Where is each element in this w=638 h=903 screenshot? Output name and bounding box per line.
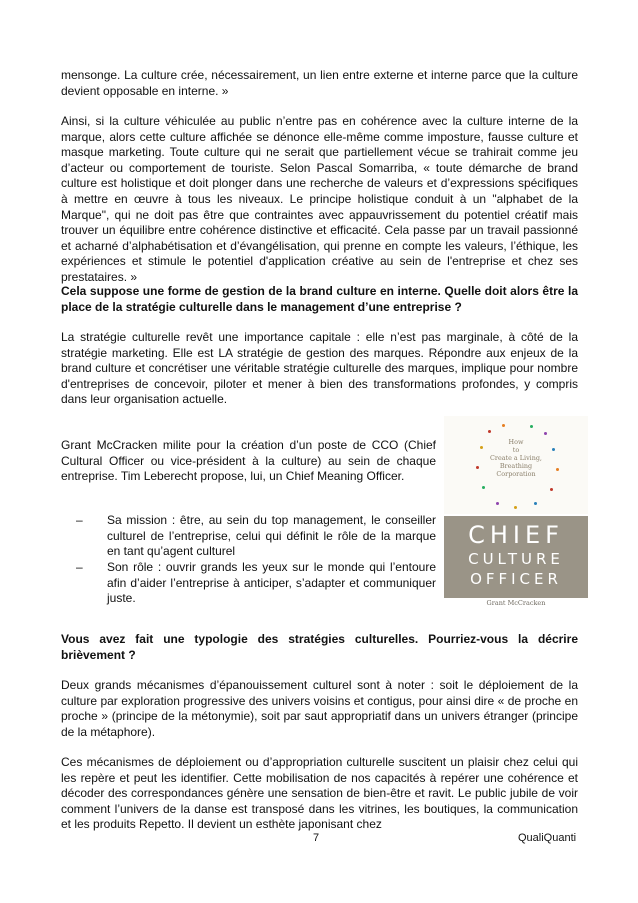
decorative-dot bbox=[530, 425, 533, 428]
bullet-dash: – bbox=[76, 560, 83, 574]
question-internal-management: Cela suppose une forme de gestion de la brand culture en interne. Quelle doit alors être la place de la stratégie culturelle dans le management d’une entreprise ? bbox=[61, 284, 578, 314]
book-subtitle-line: Create a Living, bbox=[490, 454, 542, 462]
book-title-line: CULTURE bbox=[468, 550, 564, 568]
bullet-role: Son rôle : ouvrir grands les yeux sur le monde qui l’entoure afin d’aider l’entreprise à anticiper, s’adapter et communiquer juste. bbox=[107, 560, 436, 606]
bullet-mission: Sa mission : être, au sein du top management, le conseiller culturel de l’entreprise, celui qui définit le rôle de la marque en tant qu’agent culturel bbox=[107, 513, 436, 559]
book-subtitle-line: to bbox=[512, 446, 520, 454]
book-subtitle-line: Breathing bbox=[499, 462, 533, 470]
decorative-dot bbox=[496, 502, 499, 505]
book-subtitle-line: Corporation bbox=[496, 470, 536, 478]
paragraph-holistic: Ainsi, si la culture véhiculée au public n’entre pas en cohérence avec la culture interne de la marque, alors cette culture affichée se dénonce elle-même comme imposture, fausse culture et masque marketing. Toute culture qui ne serait que partiellement vécue se trahirait comme jeu d’acteur ou comportement de touriste. Selon Pascal Somarriba, « toute démarche de brand culture est holistique et doit plonger dans une recherche de valeurs et d’expressions spécifiques à mettre en œuvre à tous les niveaux. Le principe holistique conduit à un "alphabet de la Marque", qui ne doit pas être que contraintes avec appauvrissement du potentiel créatif mais trouver un équilibre entre cohérence distinctive et efficacité. Cela passe par un travail passionné et acharné d’alphabétisation et d’évangélisation, qui prenne en compte les valeurs, l’éthique, les expériences et stimule le potentiel d'application créative au sein de l'entreprise et chez ses prestataires. » bbox=[61, 114, 578, 284]
book-title-band bbox=[444, 516, 588, 598]
bullet-dash: – bbox=[76, 513, 83, 527]
paragraph-cco: Grant McCracken milite pour la création d’un poste de CCO (Chief Cultural Officer ou vice-président à la culture) au sein de chaque entreprise. Tim Leberecht propose, lui, un Chief Meaning Officer. bbox=[61, 438, 436, 484]
page-number: 7 bbox=[313, 832, 320, 844]
decorative-dot bbox=[482, 486, 485, 489]
paragraph-cultural-strategy: La stratégie culturelle revêt une importance capitale : elle n’est pas marginale, à côté de la stratégie marketing. Elle est LA stratégie de gestion des marques. Répondre aux enjeux de la brand culture et concrétiser une véritable stratégie culturelle des marques, implique pour nombre d'entreprises de concevoir, piloter et mener à bien des transformations profondes, y compris dans leur organisation actuelle. bbox=[61, 330, 578, 407]
paragraph-intro: mensonge. La culture crée, nécessairement, un lien entre externe et interne parce que la culture devient opposable en interne. » bbox=[61, 68, 578, 98]
book-subtitle-line: How bbox=[508, 438, 524, 446]
book-cover-image bbox=[444, 416, 588, 606]
question-typology: Vous avez fait une typologie des stratégies culturelles. Pourriez-vous la décrire brièvement ? bbox=[61, 632, 578, 662]
decorative-dot bbox=[514, 506, 517, 509]
decorative-dot bbox=[502, 424, 505, 427]
book-title-line: CHIEF bbox=[468, 521, 564, 549]
book-title-line: OFFICER bbox=[470, 570, 562, 588]
decorative-dot bbox=[488, 430, 491, 433]
book-author: Grant McCracken bbox=[486, 599, 546, 607]
decorative-dot bbox=[544, 432, 547, 435]
decorative-dot bbox=[550, 488, 553, 491]
book-cover-top bbox=[444, 416, 588, 514]
paragraph-mechanisms: Deux grands mécanismes d’épanouissement culturel sont à noter : soit le déploiement de la culture par exploration progressive des univers voisins et contigus, pour ainsi dire « de proche en proche » (principe de la métonymie), soit par saut appropriatif dans un univers étranger (principe de la métaphore). bbox=[61, 678, 578, 739]
paragraph-pleasure: Ces mécanismes de déploiement ou d’appropriation culturelle suscitent un plaisir chez celui qui les repère et peut les identifier. Cette mobilisation de nos capacités à repérer une cohérence et décoder des correspondances génère une sensation de bien-être et ravit. Le public jubile de voir comment l’univers de la danse est transposé dans les vitrines, les boutiques, la communication et les produits Repetto. Il devient un esthète japonisant chez bbox=[61, 755, 578, 832]
decorative-dot bbox=[534, 502, 537, 505]
footer-brand: QualiQuanti bbox=[518, 832, 577, 844]
